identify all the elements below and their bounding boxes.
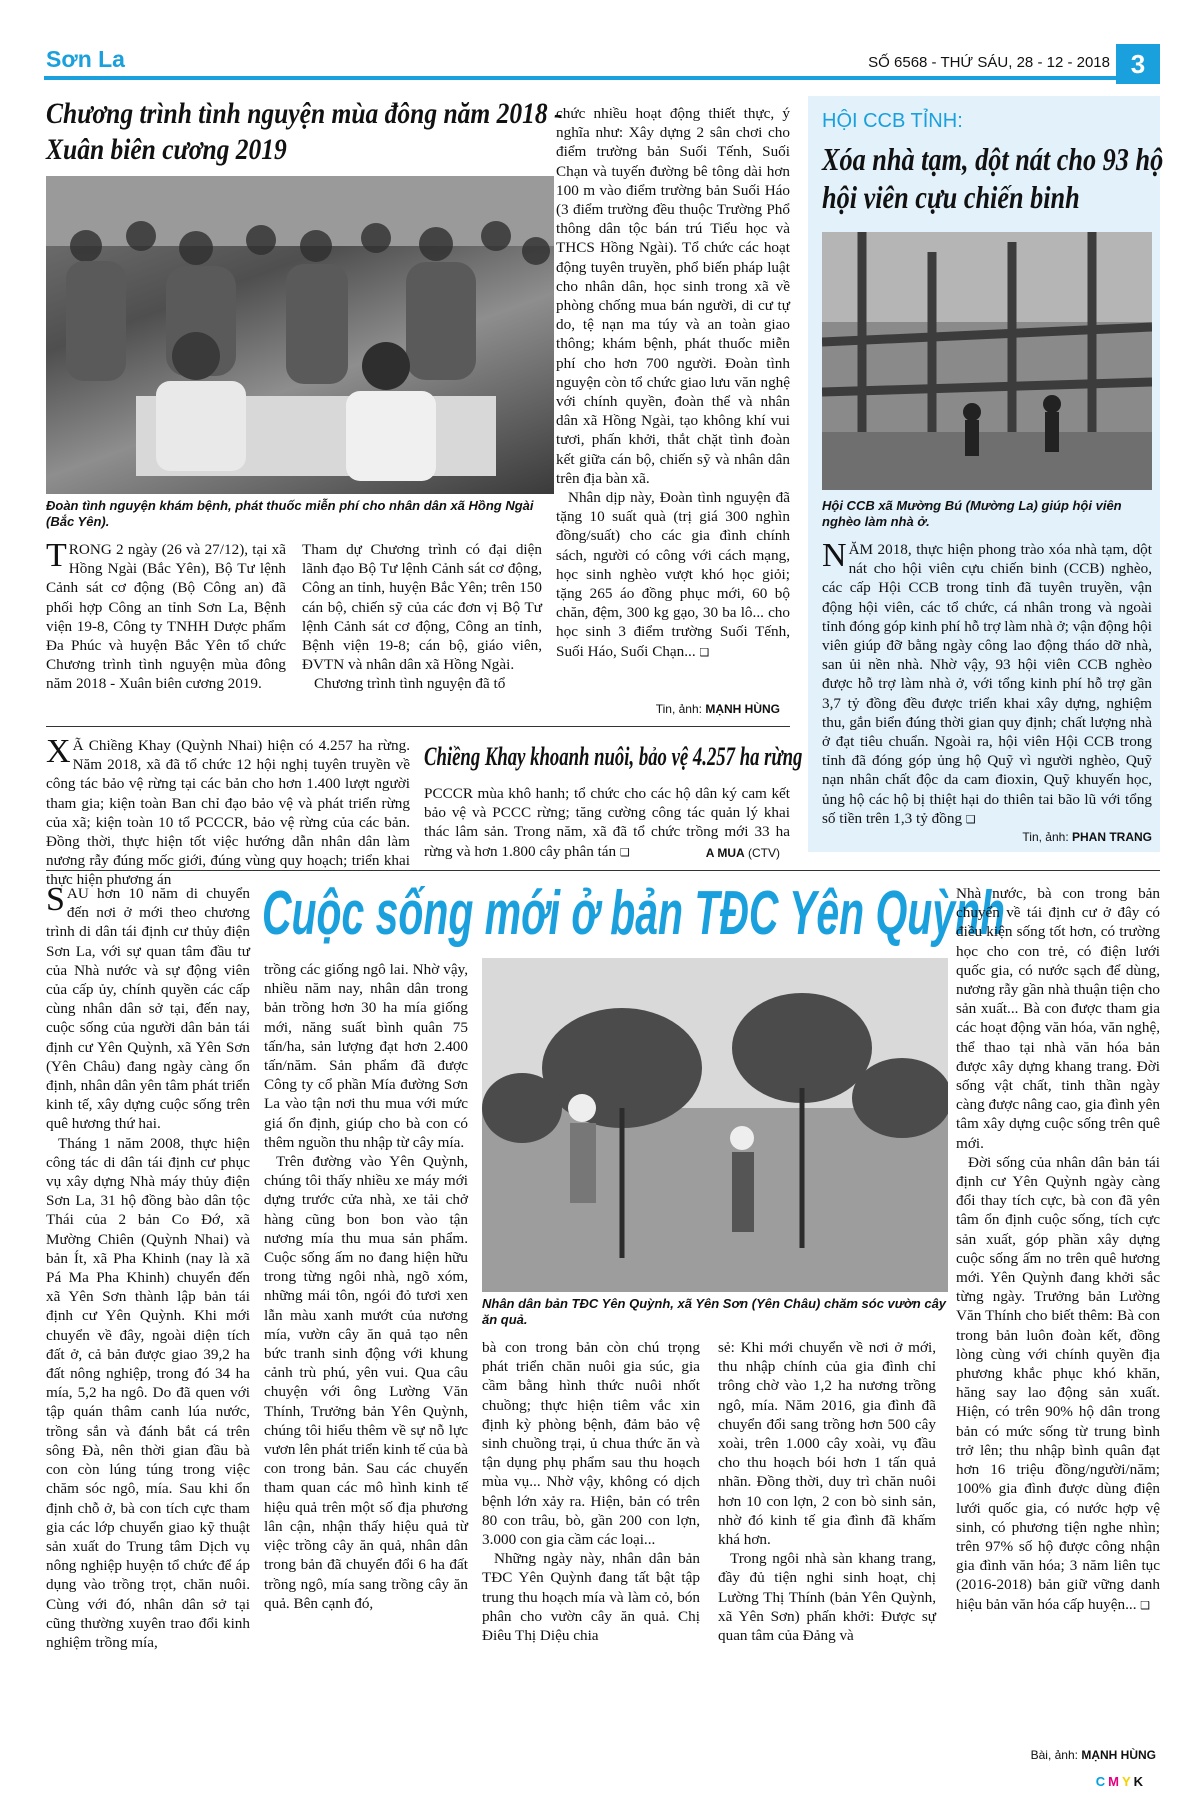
article1-dropcap: T xyxy=(46,537,67,574)
article4-col5-p2: Đời sống của nhân dân bản tái định cư Yên Quỳnh ngày càng đổi thay tích cực, bà con đã yên tâm ổn định cuộc sống, tích cực sản xuất, góp phần xây dựng cuộc sống ấm no trên quê hương mới. Yên Quỳnh đang khởi sắc từng ngày. Trưởng bản Lường Văn Thính cho biết thêm: Bà con trong bản luôn đoàn kết, đồng lòng cùng với chính quyền địa phương khắc phục khó khăn, hăng say lao động sản xuất. Hiện, có trên 90% hộ dân trong bản có mức sống từ trung bình trở lên; thu nhập bình quân đạt hơn 16 triệu đồng/người/năm; 100% gia đình được dùng điện lưới quốc gia, có nước hợp vệ sinh, có phương tiện nghe nhìn; trên 97% số hộ được công nhận gia đình văn hóa; 3 năm liên tục (2016-2018) bản giữ vững danh hiệu bản văn hóa cấp huyện... xyxy=(956,1153,1160,1613)
article1-col2-p1: Tham dự Chương trình có đại diện lãnh đạo Bộ Tư lệnh Cảnh sát cơ động, Công an tỉnh, huyện Bắc Yên; trên 150 cán bộ, chiến sỹ của các đơn vị Bộ Tư lệnh Cảnh sát cơ động, Công an tỉnh, Bệnh viện 19-8; cán bộ, giáo viên, ĐVTN và nhân dân xã Hồng Ngài. xyxy=(302,541,542,674)
page-number: 3 xyxy=(1130,49,1146,79)
article4-col5-p1: Nhà nước, bà con trong bản chuyển về tái định cư ở đây có điều kiện sống tốt hơn, có trường học cho con trẻ, có điện lưới quốc gia, có nước sạch để dùng, nương rẫy gần nhà thuận tiện cho sản xuất... Bà con được tham gia các hoạt động văn hóa, văn nghệ, thể thao tại nhà văn hóa bản được xây dựng khang trang. Đời sống vật chất, tinh thần ngày càng được nâng cao, gia đình yên tâm xây dựng cuộc sống trên quê mới. xyxy=(956,885,1160,1152)
article2-dropcap: N xyxy=(822,537,847,574)
article3-byline xyxy=(706,846,780,860)
article4-photo xyxy=(482,958,948,1292)
article3-col2-text: PCCCR mùa khô hanh; tổ chức cho các hộ dân ký cam kết bảo vệ và PCCC rừng; tăng cường công tác quản lý khai thác lâm sản. Trong năm, xã đã tổ chức trồng mới 33 ha rừng và hơn 1.800 cây phân tán xyxy=(424,785,790,860)
cmyk-marks xyxy=(1096,1774,1146,1789)
cmyk-k: K xyxy=(1133,1774,1146,1789)
article4-col3 xyxy=(482,1338,700,1645)
article4-col4 xyxy=(718,1338,936,1645)
article1-title-line2: Xuân biên cương 2019 xyxy=(46,133,287,166)
article4-col3-p1: bà con trong bản còn chú trọng phát triển chăn nuôi gia súc, gia cầm bằng hình thức nuôi nhốt chuồng; thực hiện tiêm vắc xin định kỳ phòng bệnh, đảm bảo vệ sinh chuồng trại, ủ chua thức ăn và tận dụng phụ phẩm sau thu hoạch mùa vụ... Nhờ vậy, không có dịch bệnh lớn xảy ra. Hiện, bản có trên 80 con trâu, bò, gần 200 con lợn, 3.000 con gia cầm các loại... xyxy=(482,1339,700,1549)
article1-col3-p2 xyxy=(556,488,790,662)
end-mark-icon: ❑ xyxy=(965,812,976,826)
article2-photo xyxy=(822,232,1152,490)
article2-title xyxy=(822,140,1164,216)
issue-date: SỐ 6568 - THỨ SÁU, 28 - 12 - 2018 xyxy=(868,54,1110,71)
cmyk-c: C xyxy=(1095,1774,1109,1789)
article4-col4-p1: sẻ: Khi mới chuyển về nơi ở mới, thu nhập chính của gia đình chỉ trông chờ vào 1,2 ha nương trồng ngô, mía. Năm 2016, gia đình đã chuyển đổi sang trồng hơn 500 cây xoài, trên 1.000 cây xoài, vụ đầu cho thu hoạch bói hơn 1 tấn quả nhãn. Đồng thời, duy trì chăn nuôi hơn 10 con lợn, 2 con bò sinh sản, nhờ đó kinh tế gia đình đã khấm khá hơn. xyxy=(718,1339,936,1549)
article4-col2-p1: trồng các giống ngô lai. Nhờ vậy, nhiều năm nay, nhân dân trong bản trồng hơn 30 ha mía giống mới, năng suất bình quân 75 tấn/ha, sản lượng đạt hơn 2.400 tấn/năm. Sản phẩm đã được Công ty cổ phần Mía đường Sơn La vào tận nơi thu mua với mức giá ổn định, giúp cho bà con có thêm nguồn thu nhập từ cây mía. xyxy=(264,961,468,1151)
article4-col3-p2: Những ngày này, nhân dân bản TĐC Yên Quỳnh đang tất bật tập trung thu hoạch mía và làm cỏ, bón phân cho vườn cây ăn quả. Chị Điêu Thị Diệu chia xyxy=(482,1550,700,1645)
article1-col3-p1: chức nhiều hoạt động thiết thực, ý nghĩa như: Xây dựng 2 sân chơi cho điểm trường bản Suối Tếnh, Suối Chạn và tuyến đường bê tông dài hơn 100 m vào điểm trường bản Suối Háo (3 điểm trường đều thuộc Trường Phổ thông dân tộc bán trú Tiểu học và THCS Hồng Ngài). Tổ chức các hoạt động tuyên truyền, phổ biến pháp luật cho nhân dân, học sinh trong xã về phòng chống mua bán người, di cư tự do, tệ nạn ma túy và an toàn giao thông; khám bệnh, phát thuốc miễn phí cho hơn 700 người. Đoàn tình nguyện còn tổ chức giao lưu văn nghệ với chính quyền, đoàn thể và nhân dân xã Hồng Ngài, tạo không khí vui tươi, phấn khởi, thắt chặt tình đoàn kết giữa cán bộ, chiến sỹ và nhân dân trên địa bàn xã. xyxy=(556,105,790,487)
article2-caption: Hội CCB xã Mường Bú (Mường La) giúp hội viên nghèo làm nhà ở. xyxy=(822,498,1122,529)
article1-byline xyxy=(656,702,780,716)
article4-caption: Nhân dân bản TĐC Yên Quỳnh, xã Yên Sơn (Yên Châu) chăm sóc vườn cây ăn quả. xyxy=(482,1296,947,1327)
article1-col3 xyxy=(556,104,790,662)
article3-col1 xyxy=(46,733,410,890)
divider xyxy=(46,870,1160,871)
article3-col1-text: Ã Chiềng Khay (Quỳnh Nhai) hiện có 4.257 ha rừng. Năm 2018, xã đã tổ chức 12 hội nghị tuyên truyền về công tác bảo vệ rừng tại các bản cho hơn 1.400 lượt người tham gia; kiện toàn Ban chỉ đạo bảo vệ và phát triển rừng của xã; kiện toàn 10 tổ PCCCR, bảo vệ rừng của các bản. Đồng thời, thực hiện tốt việc hướng dẫn nhân dân làm nương rẫy đúng mốc giới, đúng vùng quy hoạch; triển khai thực hiện phương án xyxy=(46,737,410,889)
article4-col2 xyxy=(264,960,468,1613)
article4-col2-p2: Trên đường vào Yên Quỳnh, chúng tôi thấy nhiều xe máy mới dựng trước cửa nhà, xe tải chở hàng cũng bon bon vào tận nương mía thu mua sản phẩm. Cuộc sống ấm no đang hiện hữu trong từng ngôi nhà, ngõ xóm, những mái tôn, ngói đỏ tươi xen lẫn màu xanh mướt của nương mía, vườn cây ăn quả tạo nên bức tranh sinh động với khung cảnh trù phú, yên vui. Qua câu chuyện với ông Lường Văn Thính, Trưởng bản Yên Quỳnh, chúng tôi hiểu thêm về sự nỗ lực vươn lên phát triển kinh tế của bà con trong bản. Sau các chuyến tham quan các mô hình kinh tế hiệu quả trên một số địa phương lân cận, nhận thấy hiệu quả từ việc trồng cây ăn quả, nhân dân trong bản đã chuyển đổi 6 ha đất trồng ngô, mía sang trồng cây ăn quả. Bên cạnh đó, xyxy=(264,1153,468,1612)
article1-caption: Đoàn tình nguyện khám bệnh, phát thuốc miễn phí cho nhân dân xã Hồng Ngài (Bắc Yên). xyxy=(46,498,534,529)
article4-byline xyxy=(1031,1748,1156,1762)
article1-title xyxy=(46,96,563,168)
article4-col5 xyxy=(956,884,1160,1615)
article4-col1 xyxy=(46,881,250,1652)
end-mark-icon: ❑ xyxy=(619,845,630,859)
section-name: Sơn La xyxy=(46,46,125,72)
article3-dropcap: X xyxy=(46,733,71,770)
article1-col3-p2-text: Nhân dịp này, Đoàn tình nguyện đã tặng 10 suất quà (trị giá 300 nghìn đồng/suất) cho các gia đình chính sách, người có công với cách mạng, học sinh nghèo vượt khó học giỏi; tặng 265 áo đồng phục mới, 60 bộ chăn, đệm, 300 kg gạo, 30 ba lô... cho học sinh 3 điểm trường Suối Tếnh, Suối Háo, Suối Chạn... xyxy=(556,489,790,660)
divider xyxy=(46,726,790,727)
article4-col4-p2: Trong ngôi nhà sàn khang trang, đầy đủ tiện nghi sinh hoạt, chị Lường Thị Thính (bản Yên Quỳnh, xã Yên Sơn) phấn khởi: Được sự quan tâm của Đảng và xyxy=(718,1550,936,1645)
house-frame-illustration xyxy=(822,232,1152,490)
article2-title-line2: hội viên cựu chiến binh xyxy=(822,179,1080,215)
article2-body xyxy=(822,537,1152,829)
end-mark-icon: ❑ xyxy=(699,645,710,659)
article3-title: Chiềng Khay khoanh nuôi, bảo vệ 4.257 ha rừng xyxy=(424,742,803,771)
article4-title: Cuộc sống mới ở bản TĐC Yên Quỳnh xyxy=(262,879,1006,948)
article1-byline-prefix: Tin, ảnh: xyxy=(655,702,702,716)
article4-byline-prefix: Bài, ảnh: xyxy=(1030,1748,1078,1762)
article4-col1-p2: Tháng 1 năm 2008, thực hiện công tác di dân tái định cư phục vụ xây dựng Nhà máy thủy điện Sơn La, 31 hộ đồng bào dân tộc Thái của 2 bản Co Đớ, xã Mường Chiên (Quỳnh Nhai) và bản Ít, xã Pha Khinh (nay là xã Pá Ma Pha Khinh) chuyển đến xã Yên Sơn thành lập bản tái định cư Yên Quỳnh. Khi mới chuyển về đây, ngoài diện tích đất ở, cả bản được giao 39,2 ha đất nông nghiệp, trong đó 34 ha mía, 5,2 ha ngô. Do đã quen với tập quán thâm canh lúa nước, trồng sắn và đánh bắt cá trên sông Đà, nên thời gian đầu bà con còn lúng túng trong việc chăm sóc ngô, mía. Sau khi ổn định chỗ ở, bà con tích cực tham gia các lớp chuyển giao kỹ thuật sản xuất do Trung tâm Dịch vụ nông nghiệp huyện tổ chức để áp dụng vào trồng trọt, chăn nuôi. Cùng với đó, nhân dân sở tại cũng thường xuyên trao đổi kinh nghiệm trồng mía, xyxy=(46,1134,250,1651)
article3-byline-suffix: (CTV) xyxy=(748,846,780,860)
article2-byline-name: PHAN TRANG xyxy=(1072,830,1152,844)
orchard-photo-illustration xyxy=(482,958,948,1292)
article1-byline-name: MẠNH HÙNG xyxy=(705,702,780,716)
article2-body-text: ĂM 2018, thực hiện phong trào xóa nhà tạm, dột nát cho hội viên cựu chiến binh (CCB) nghèo, các cấp Hội CCB trong tỉnh đã tuyên truyền, vận động hội viên, các tổ chức, cá nhân trong và ngoài tỉnh đóng góp kinh phí hỗ trợ làm nhà ở; vận động hội viên giúp đỡ bằng ngày công lao động tháo dỡ nhà, san ủi nền nhà. Nhờ vậy, 93 hội viên CCB nghèo được hỗ trợ làm nhà ở, với tổng kinh phí hỗ trợ gần 3,7 tỷ đồng đều được triển khai xây dựng, nghiệm thu, gắn biển đúng thời gian quy định; chất lượng nhà ở đạt tiêu chuẩn. Ngoài ra, hội viên Hội CCB trong tỉnh đã đóng góp ủng hộ Quỹ vì người nghèo, Quỹ nạn nhân chất độc da cam đioxin, Quỹ khuyến học, ủng hộ các hộ bị thiệt hại do thiên tai bão lũ với tổng số tiền trên 1,3 tỷ đồng xyxy=(822,541,1152,827)
page-number-box xyxy=(1116,44,1160,84)
article4-byline-name: MẠNH HÙNG xyxy=(1081,1748,1156,1762)
article4-col1-p1: AU hơn 10 năm di chuyển đến nơi ở mới theo chương trình di dân tái định cư thủy điện Sơn La, với sự quan tâm đầu tư của Nhà nước và sự động viên của cấp ủy, chính quyền các cấp cùng nhân dân sở tại, đến nay, cuộc sống của người dân bản tái định cư Yên Quỳnh, xã Yên Sơn (Yên Châu) đang ngày càng ổn định, nhân dân yên tâm phát triển kinh tế, xây dựng cuộc sống trên quê hương thứ hai. xyxy=(46,885,250,1133)
article2-byline-prefix: Tin, ảnh: xyxy=(1022,830,1069,844)
article2-kicker: HỘI CCB TỈNH: xyxy=(822,110,963,132)
article3-byline-name: A MUA xyxy=(705,846,745,860)
article1-photo xyxy=(46,176,554,494)
end-mark-icon: ❑ xyxy=(1140,1598,1151,1612)
article1-title-line1: Chương trình tình nguyện mùa đông năm 2018 - xyxy=(46,97,563,130)
cmyk-m: M xyxy=(1108,1774,1122,1789)
header-rule xyxy=(44,76,1132,80)
article2-byline xyxy=(1022,830,1152,844)
article4-dropcap: S xyxy=(46,881,65,918)
article1-col2-p2: Chương trình tình nguyện đã tổ xyxy=(314,675,506,693)
article2-title-line1: Xóa nhà tạm, dột nát cho 93 hộ xyxy=(822,141,1164,177)
article1-col1-text: RONG 2 ngày (26 và 27/12), tại xã Hồng Ngài (Bắc Yên), Bộ Tư lệnh Cảnh sát cơ động (Bộ Công an) đã phối hợp Công an tỉnh Sơn La, Bệnh viện 19-8, Công ty TNHH Dược phẩm Đa Phúc và huyện Bắc Yên tổ chức Chương trình tình nguyện mùa đông năm 2018 - Xuân biên cương 2019. xyxy=(46,541,286,693)
crowd-photo-illustration xyxy=(46,176,554,494)
article1-col2 xyxy=(302,540,542,694)
article1-col1 xyxy=(46,537,286,694)
cmyk-y: Y xyxy=(1121,1774,1134,1789)
